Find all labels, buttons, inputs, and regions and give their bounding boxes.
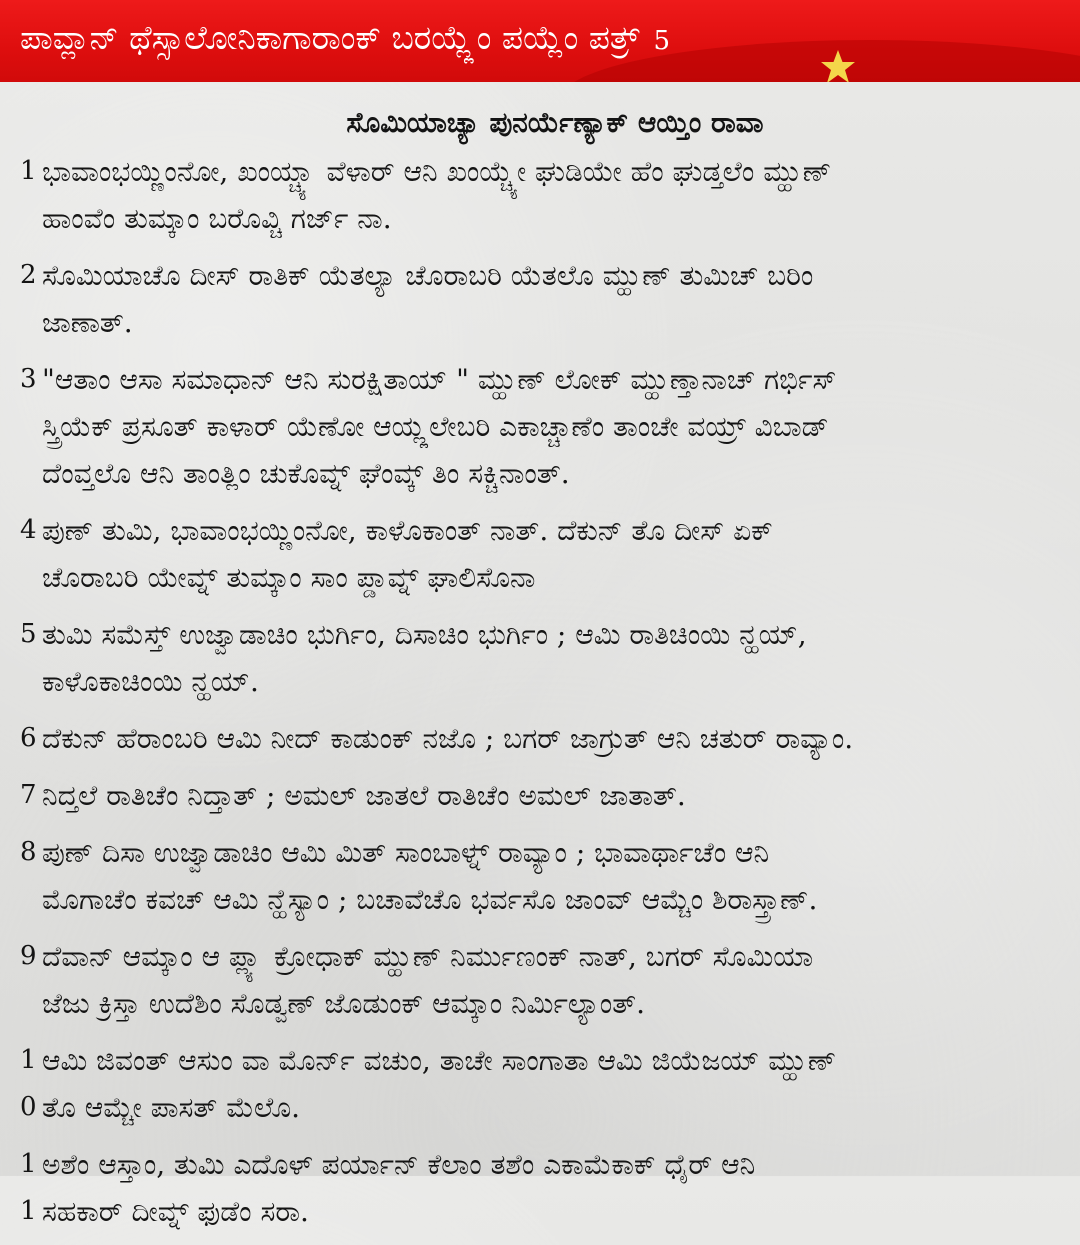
- verse-text-line: ಹಾಂವೆಂ ತುಮ್ಕಾಂ ಬರೊವ್ಚಿ ಗರ್ಜ್ ನಾ.: [42, 202, 392, 235]
- verse-number: 8: [20, 837, 37, 867]
- verse-text-line: ನಿದ್ತಲೆ ರಾತಿಚೆಂ ನಿದ್ತಾತ್ ; ಅಮಲ್ ಜಾತಲೆ ರಾತಿಚೆಂ ಅಮಲ್ ಜಾತಾತ್.: [42, 779, 686, 812]
- verse-text-line: ಕಾಳೊಕಾಚಿಂಯಿ ನ್ಹಯ್.: [42, 665, 259, 698]
- verse: [0, 772, 1080, 819]
- verse-number: 10: [20, 1045, 37, 1122]
- verse: [0, 252, 1080, 346]
- verse-text-line: ತೊ ಆಮ್ಚೇ ಪಾಸತ್ ಮೆಲೊ.: [42, 1091, 300, 1124]
- verse-text-line: ಚೊರಾಬರಿ ಯೇವ್ನ್ ತುಮ್ಕಾಂ ಸಾಂ ಪ್ಡಾವ್ನ್ ಘಾಲಿಸೊನಾ: [42, 561, 536, 594]
- chapter-content: [0, 100, 1080, 1245]
- verse-text-line: ಪುಣ್ ದಿಸಾ ಉಜ್ವಾಡಾಚಿಂ ಆಮಿ ಮಿತ್ ಸಾಂಬಾಳ್ನ್ ರಾವ್ಯಾಂ ; ಭಾವಾರ್ಥಾಚೆಂ ಆನಿ: [42, 836, 770, 869]
- verse: [0, 1141, 1080, 1235]
- verse: [0, 715, 1080, 762]
- verse-text-line: ದೆಕುನ್ ಹೆರಾಂಬರಿ ಆಮಿ ನೀದ್ ಕಾಡುಂಕ್ ನಜೊ ; ಬಗರ್ ಜಾಗ್ರುತ್ ಆನಿ ಚತುರ್ ರಾವ್ಯಾಂ.: [42, 722, 854, 755]
- verse-text-line: ದೆವಾನ್ ಆಮ್ಕಾಂ ಆ ಪ್ಲ್ಯಾ ಕ್ರೋಧಾಕ್ ಮ್ಹುಣ್ ನಿರ್ಮುಣಂಕ್ ನಾತ್, ಬಗರ್ ಸೊಮಿಯಾ: [42, 940, 814, 973]
- verse-number: 5: [20, 619, 37, 649]
- section-heading: ಸೊಮಿಯಾಚ್ಯಾ ಪುನರ್ಯೆಣ್ಯಾಕ್ ಆಯ್ತಿಂ ರಾವಾ: [346, 106, 764, 139]
- star-icon: [818, 48, 858, 82]
- verse-number: 2: [20, 260, 37, 290]
- verse-number: 4: [20, 515, 37, 545]
- verse-number: 6: [20, 723, 37, 753]
- verse-number: 1: [20, 156, 37, 186]
- verse-text-line: ಆಮಿ ಜಿವಂತ್ ಆಸುಂ ವಾ ಮೊರ್ನ್ ವಚುಂ, ತಾಚೇ ಸಾಂಗಾತಾ ಆಮಿ ಜಿಯೆಜಯ್ ಮ್ಹುಣ್: [42, 1044, 837, 1077]
- verse: [0, 611, 1080, 705]
- verse-text-line: ತುಮಿ ಸಮೆಸ್ತ್ ಉಜ್ವಾಡಾಚಿಂ ಭುರ್ಗಿಂ, ದಿಸಾಚಿಂ ಭುರ್ಗಿಂ ; ಆಮಿ ರಾತಿಚಿಂಯಿ ನ್ಹಯ್,: [42, 618, 807, 651]
- verse: [0, 1037, 1080, 1131]
- chapter-number: 5: [653, 26, 671, 56]
- verse-text-line: ದೆಂವ್ತಲೊ ಆನಿ ತಾಂತ್ಲಿಂ ಚುಕೊವ್ನ್ ಘೆಂವ್ಕ್ ತಿಂ ಸಕ್ಚಿನಾಂತ್.: [42, 457, 570, 490]
- verse-text-line: ಪುಣ್ ತುಮಿ, ಭಾವಾಂಭಯ್ಣಿಂನೋ, ಕಾಳೊಕಾಂತ್ ನಾತ್. ದೆಕುನ್ ತೊ ದೀಸ್ ಏಕ್: [42, 514, 773, 547]
- verse: [0, 829, 1080, 923]
- verse-text-line: ಜೆಜು ಕ್ರಿಸ್ತಾ ಉದೆಶಿಂ ಸೊಡ್ವಣ್ ಜೊಡುಂಕ್ ಆಮ್ಕಾಂ ನಿರ್ಮಿಲ್ಯಾಂತ್.: [42, 987, 646, 1020]
- verse-number: 11: [20, 1149, 37, 1226]
- header-banner: [0, 0, 1080, 82]
- verse-text-line: ಸಹಕಾರ್ ದೀವ್ನ್ ಫುಡೆಂ ಸರಾ.: [42, 1195, 309, 1228]
- verse-text-line: ಸ್ತ್ರಿಯೆಕ್ ಪ್ರಸೂತ್ ಕಾಳಾರ್ ಯೆಣೋ ಆಯ್ಲ್ಲಲೇಬರಿ ಎಕಾಚ್ಚಾಣೆಂ ತಾಂಚೇ ವಯ್ರ್ ವಿಬಾಡ್: [42, 410, 829, 443]
- verse-text-line: ಜಾಣಾತ್.: [42, 306, 133, 339]
- verse-text-line: ಅಶೆಂ ಆಸ್ತಾಂ, ತುಮಿ ಎದೊಳ್ ಪರ್ಯಾನ್ ಕೆಲಾಂ ತಶೆಂ ಎಕಾಮೆಕಾಕ್ ಧೈರ್ ಆನಿ: [42, 1148, 756, 1181]
- verse: [0, 933, 1080, 1027]
- verse-list: [0, 148, 1080, 1235]
- verse-number: 3: [20, 364, 37, 394]
- verse-text-line: ಸೊಮಿಯಾಚೊ ದೀಸ್ ರಾತಿಕ್ ಯೆತಲ್ಯಾ ಚೊರಾಬರಿ ಯೆತಲೊ ಮ್ಹುಣ್ ತುಮಿಚ್ ಬರಿಂ: [42, 259, 814, 292]
- book-title: ಪಾವ್ಲಾನ್ ಥೆಸ್ಸಾಲೋನಿಕಾಗಾರಾಂಕ್ ಬರಯ್ಲ್ಲೆಂ ಪಯ್ಲೆಂ ಪತ್ರ್: [20, 18, 640, 57]
- verse: [0, 507, 1080, 601]
- verse: [0, 148, 1080, 242]
- page-title: [20, 14, 670, 62]
- verse-number: 9: [20, 941, 37, 971]
- verse-text-line: "ಆತಾಂ ಆಸಾ ಸಮಾಧಾನ್ ಆನಿ ಸುರಕ್ಷಿತಾಯ್ " ಮ್ಹುಣ್ ಲೋಕ್ ಮ್ಹುಣ್ತಾನಾಚ್ ಗರ್ಭಿಸ್: [42, 363, 837, 396]
- verse-text-line: ಭಾವಾಂಭಯ್ಣಿಂನೋ, ಖಂಯ್ಚ್ಯಾ ವೆಳಾರ್ ಆನಿ ಖಂಯ್ಚ್ಯೇ ಘುಡಿಯೇ ಹೆಂ ಘುಡ್ತಲೆಂ ಮ್ಹುಣ್: [42, 155, 832, 188]
- verse-number: 7: [20, 780, 37, 810]
- verse-text-line: ಮೊಗಾಚೆಂ ಕವಚ್ ಆಮಿ ನ್ಹೆಸ್ಯಾಂ ; ಬಚಾವೆಚೊ ಭರ್ವಸೊ ಜಾಂವ್ ಆಮ್ಚೆಂ ಶಿರಾಸ್ತ್ರಾಣ್.: [42, 883, 818, 916]
- verse: [0, 356, 1080, 497]
